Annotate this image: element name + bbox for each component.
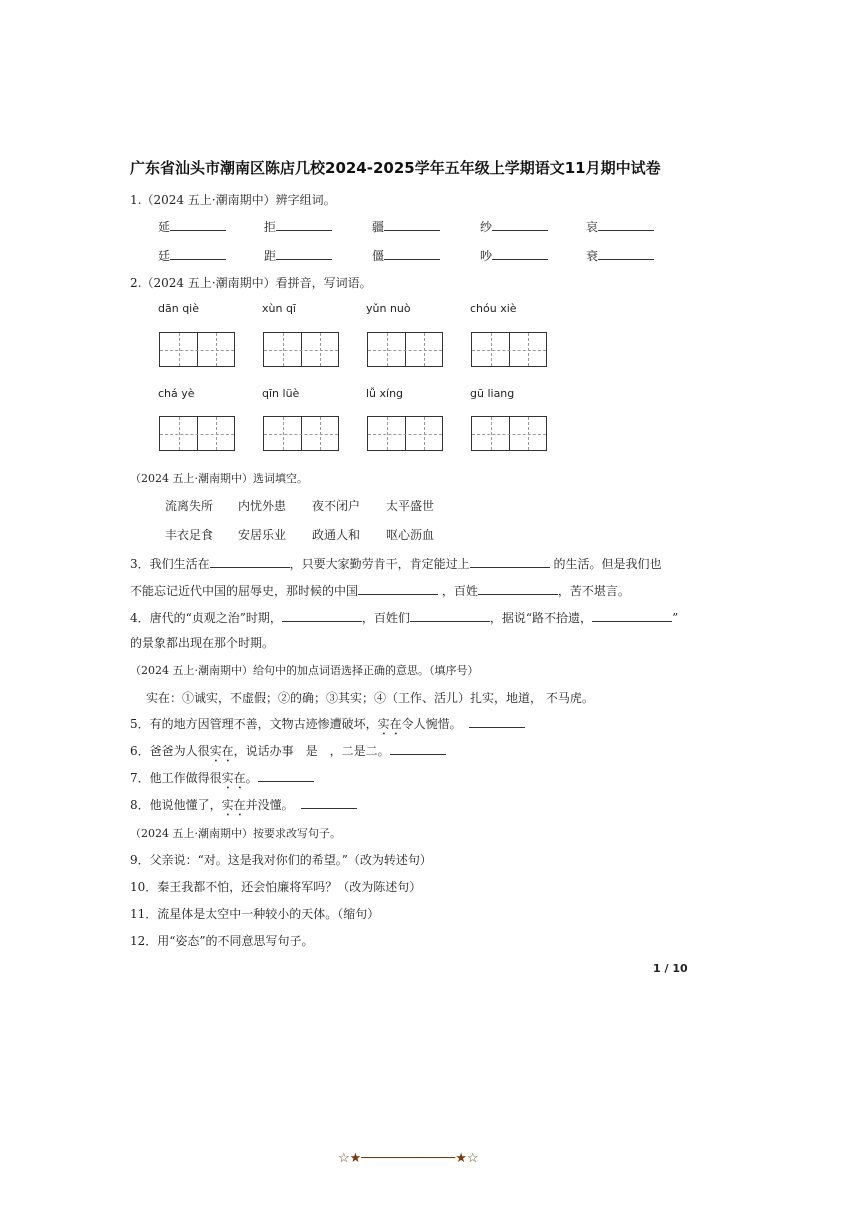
q7-text: 。 — [245, 771, 258, 785]
writing-grid[interactable] — [471, 332, 547, 367]
page-title: 广东省汕头市潮南区陈店几校2024-2025学年五年级上学期语文11月期中试卷 — [130, 159, 661, 177]
question-3-cont — [130, 581, 630, 599]
q8-text: 并没懂。 — [245, 798, 294, 812]
pinyin-label: chóu xiè — [470, 302, 517, 315]
answer-blank[interactable] — [478, 581, 558, 595]
q6-text: 6．爸爸为人很 — [130, 744, 210, 758]
question-4 — [130, 608, 678, 626]
q1-char: 吵 — [480, 249, 493, 263]
answer-blank[interactable] — [301, 795, 357, 809]
pinyin-label: xùn qī — [262, 302, 296, 315]
word-option: 政通人和 — [312, 528, 361, 542]
answer-blank[interactable] — [470, 554, 550, 568]
answer-blank[interactable] — [592, 608, 672, 622]
q3-text: ，苦不堪言。 — [557, 584, 630, 598]
rewrite-header: （2024 五上·潮南期中）按要求改写句子。 — [130, 827, 341, 840]
q4-text: ，百姓们 — [361, 611, 410, 625]
question-10: 10．秦王我都不怕，还会怕廉将军吗？（改为陈述句） — [130, 880, 422, 894]
page-number: 1 / 10 — [653, 962, 688, 975]
answer-blank[interactable] — [410, 608, 490, 622]
writing-grid[interactable] — [367, 416, 443, 451]
dotted-word: 实在 — [221, 771, 246, 785]
definition-list: 实在：①诚实，不虚假；②的确；③其实；④（工作、活儿）扎实，地道， 不马虎。 — [146, 691, 594, 705]
fill-header: （2024 五上·潮南期中）选词填空。 — [130, 472, 308, 485]
writing-grid[interactable] — [263, 416, 339, 451]
word-option: 内忧外患 — [238, 499, 287, 513]
answer-blank[interactable] — [390, 741, 446, 755]
answer-blank[interactable] — [384, 246, 440, 260]
q1-char: 僵 — [372, 249, 385, 263]
pinyin-label: yǔn nuò — [366, 302, 411, 315]
q1-char: 拒 — [264, 220, 277, 234]
answer-blank[interactable] — [492, 246, 548, 260]
q4-text: ，据说“路不拾遗， — [489, 611, 593, 625]
q1-char: 哀 — [586, 220, 599, 234]
q1-header: 1.（2024 五上·潮南期中）辨字组词。 — [130, 193, 336, 207]
q5-text: 5．有的地方因管理不善，文物古迹惨遭破坏， — [130, 717, 378, 731]
writing-grid[interactable] — [367, 332, 443, 367]
pinyin-label: chá yè — [158, 387, 195, 400]
q4-text: ” — [672, 611, 679, 625]
q1-char: 延 — [158, 220, 171, 234]
answer-blank[interactable] — [170, 217, 226, 231]
answer-blank[interactable] — [384, 217, 440, 231]
answer-blank[interactable] — [598, 246, 654, 260]
question-3 — [130, 554, 662, 572]
pinyin-label: dān qiè — [158, 302, 199, 315]
word-option: 呕心沥血 — [386, 528, 435, 542]
dotted-word: 实在 — [377, 717, 402, 731]
answer-blank[interactable] — [492, 217, 548, 231]
q3-text: 不能忘记近代中国的屈辱史，那时候的中国 — [130, 584, 359, 598]
question-8 — [130, 795, 357, 819]
meaning-header: （2024 五上·潮南期中）给句中的加点词语选择正确的意思。（填序号） — [130, 664, 479, 677]
pinyin-label: qīn lüè — [262, 387, 300, 400]
q1-char: 衰 — [586, 249, 599, 263]
q6-text: ，说话办事 是 ，二是二。 — [233, 744, 390, 758]
writing-grid[interactable] — [159, 416, 235, 451]
q1-char: 纱 — [480, 220, 493, 234]
writing-grid[interactable] — [159, 332, 235, 367]
answer-blank[interactable] — [170, 246, 226, 260]
question-5 — [130, 714, 525, 738]
footer-decoration: ☆★────────────★☆ — [338, 1151, 479, 1166]
question-4-cont: 的景象都出现在那个时期。 — [130, 636, 275, 650]
answer-blank[interactable] — [282, 608, 362, 622]
answer-blank[interactable] — [469, 714, 525, 728]
q2-header: 2.（2024 五上·潮南期中）看拼音，写词语。 — [130, 276, 372, 290]
answer-blank[interactable] — [210, 554, 290, 568]
question-9: 9．父亲说：“对。这是我对你们的希望。”（改为转述句） — [130, 853, 432, 867]
q7-text: 7．他工作做得很 — [130, 771, 222, 785]
writing-grid[interactable] — [471, 416, 547, 451]
question-6 — [130, 741, 446, 765]
pinyin-label: gū liang — [470, 387, 515, 400]
q1-char: 距 — [264, 249, 277, 263]
word-option: 流离失所 — [165, 499, 214, 513]
question-7 — [130, 768, 314, 792]
answer-blank[interactable] — [276, 217, 332, 231]
q5-text: 令人惋惜。 — [401, 717, 462, 731]
q3-text: ，百姓 — [441, 584, 478, 598]
answer-blank[interactable] — [358, 581, 438, 595]
word-option: 安居乐业 — [238, 528, 287, 542]
q3-text: ，只要大家勤劳肯干，肯定能过上 — [289, 557, 470, 571]
q1-char: 廷 — [158, 249, 171, 263]
q4-text: 4．唐代的“贞观之治”时期， — [130, 611, 282, 625]
pinyin-label: lǚ xíng — [366, 387, 404, 400]
q3-text: 3．我们生活在 — [130, 557, 210, 571]
answer-blank[interactable] — [598, 217, 654, 231]
question-11: 11．流星体是太空中一种较小的天体。（缩句） — [130, 907, 380, 921]
question-12: 12．用“姿态”的不同意思写句子。 — [130, 934, 314, 948]
word-option: 丰衣足食 — [165, 528, 214, 542]
dotted-word: 实在 — [221, 798, 246, 812]
answer-blank[interactable] — [258, 768, 314, 782]
answer-blank[interactable] — [276, 246, 332, 260]
writing-grid[interactable] — [263, 332, 339, 367]
q8-text: 8．他说他懂了， — [130, 798, 222, 812]
q3-text: 的生活。但是我们也 — [553, 557, 662, 571]
word-option: 太平盛世 — [386, 499, 435, 513]
dotted-word: 实在 — [209, 744, 234, 758]
q1-char: 疆 — [372, 220, 385, 234]
word-option: 夜不闭户 — [312, 499, 361, 513]
